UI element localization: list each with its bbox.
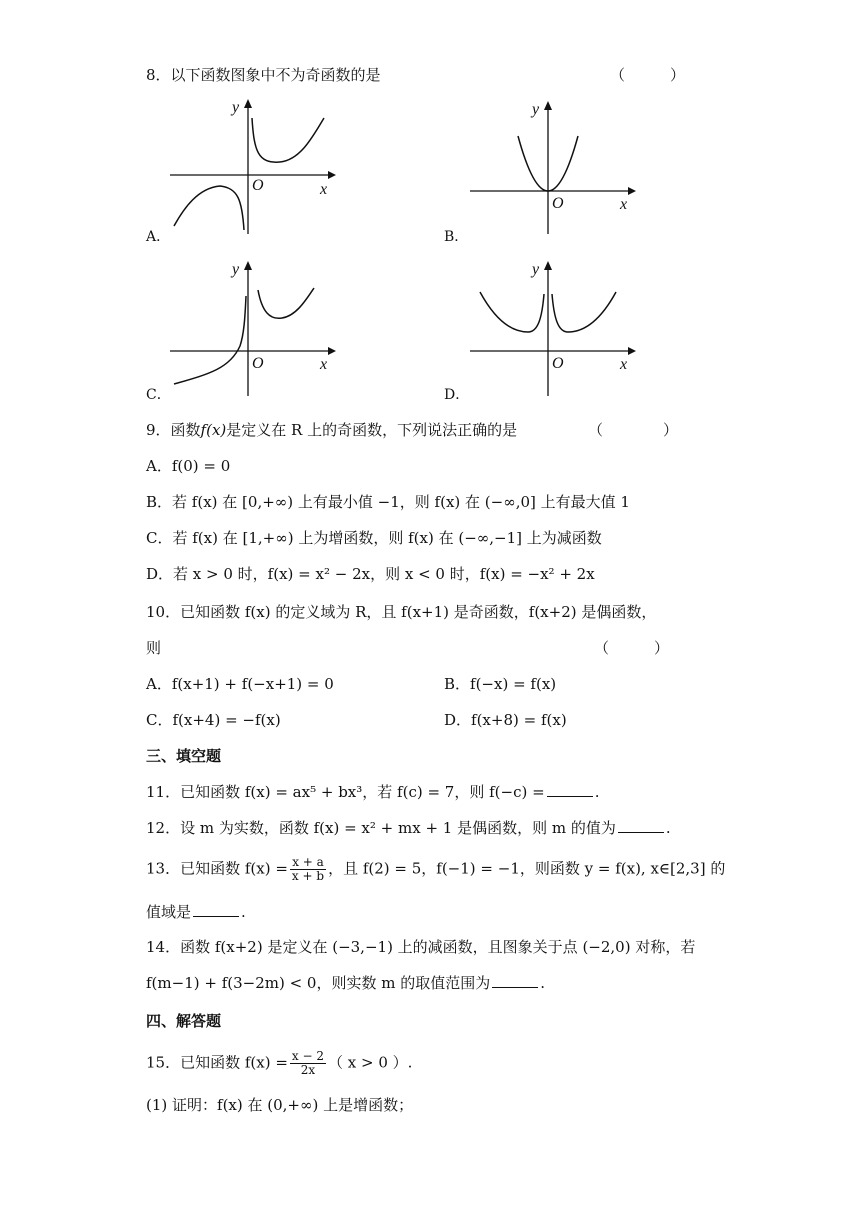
q11-blank[interactable] [547,782,593,797]
q13 [146,856,725,883]
q10-option-c: C．f(x+4) = −f(x) [146,711,281,729]
option-d-label: D． [444,387,470,403]
graph-a [170,96,340,236]
q13-fraction [290,856,326,883]
q10-option-b: B．f(−x) = f(x) [444,675,557,693]
q13-text-mid: ，且 f(2) = 5，f(−1) = −1，则函数 y = f(x), x∈[2,3] 的 [328,859,726,878]
option-a-label: A． [146,229,171,245]
q13-blank[interactable] [193,902,239,917]
q9-stem-post: 是定义在 R 上的奇函数，下列说法正确的是 [226,421,518,439]
q12 [146,817,671,839]
section-fill-in: 三、填空题 [146,747,222,765]
q13-end: . [241,903,246,921]
q9-option-c: C．若 f(x) 在 [1,+∞) 上为增函数，则 f(x) 在 (−∞,−1] 上为减函数 [146,529,602,547]
q13-text-2: 值域是 [146,903,192,921]
graph-a-origin: O [252,177,264,194]
q10-stem: 10．已知函数 f(x) 的定义域为 R，且 f(x+1) 是奇函数，f(x+2) 是偶函数， [146,603,657,621]
graph-c-origin: O [252,355,264,372]
q15 [146,1050,412,1077]
q14-text-2: f(m−1) + f(3−2m) < 0，则实数 m 的取值范围为 [146,974,491,992]
q13-numerator: x + a [292,855,324,869]
q9-stem-fx: f(x) [200,421,227,439]
option-c-label: C． [146,387,171,403]
graph-c [170,256,340,396]
q15-fraction [290,1050,326,1077]
q8-answer-paren: （ ） [610,66,686,84]
graph-c-x-label: x [320,356,328,373]
q9-option-d: D．若 x > 0 时，f(x) = x² − 2x，则 x < 0 时，f(x) = −x² + 2x [146,565,595,583]
q9-option-b: B．若 f(x) 在 [0,+∞) 上有最小值 −1，则 f(x) 在 (−∞,0] 上有最大值 1 [146,493,630,511]
q15-condition: （ x > 0 ）. [328,1053,413,1072]
graph-b-origin: O [552,195,564,212]
graph-d-origin: O [552,355,564,372]
section-solve: 四、解答题 [146,1012,222,1030]
graph-b-x-label: x [620,196,628,213]
q10-option-a: A．f(x+1) + f(−x+1) = 0 [146,675,334,693]
q15-denominator: 2x [300,1063,316,1077]
q10-stem-cont: 则 [146,639,162,657]
q14-blank[interactable] [492,973,538,988]
q14-line1: 14．函数 f(x+2) 是定义在 (−3,−1) 上的减函数，且图象关于点 (−2,0) 对称，若 [146,938,696,956]
q11-text: 11．已知函数 f(x) = ax⁵ + bx³，若 f(c) = 7，则 f(−c) = [146,783,545,801]
q13-line2 [146,901,246,923]
q14-line2 [146,972,545,994]
graph-b [470,96,640,236]
q9-stem [146,419,517,441]
q9-stem-pre: 9．函数 [146,421,201,439]
graph-a-x-label: x [320,181,328,198]
q15-part1: (1) 证明：f(x) 在 (0,+∞) 上是增函数； [146,1096,414,1114]
q13-text: 13．已知函数 f(x) = [146,859,288,878]
option-b-label: B． [444,229,469,245]
q15-numerator: x − 2 [291,1049,325,1063]
graph-d [470,256,640,396]
q10-answer-paren: （ ） [594,639,670,657]
graph-c-y-label: y [232,261,240,278]
q9-answer-paren: （ ） [588,421,679,439]
q12-end: . [665,819,671,837]
q11 [146,781,599,803]
q14-end: . [540,974,546,992]
graph-d-y-label: y [532,261,540,278]
q15-text: 15．已知函数 f(x) = [146,1053,288,1072]
graph-d-x-label: x [620,356,628,373]
q10-option-d: D．f(x+8) = f(x) [444,711,567,729]
q13-denominator: x + b [291,869,325,883]
q11-end: . [594,783,600,801]
q12-text: 12．设 m 为实数，函数 f(x) = x² + mx + 1 是偶函数，则 m 的值为 [146,819,616,837]
graph-a-y-label: y [232,99,240,116]
q9-option-a: A．f(0) = 0 [146,457,231,475]
q12-blank[interactable] [618,818,664,833]
graph-b-y-label: y [532,101,540,118]
q8-stem: 8．以下函数图象中不为奇函数的是 [146,66,381,84]
